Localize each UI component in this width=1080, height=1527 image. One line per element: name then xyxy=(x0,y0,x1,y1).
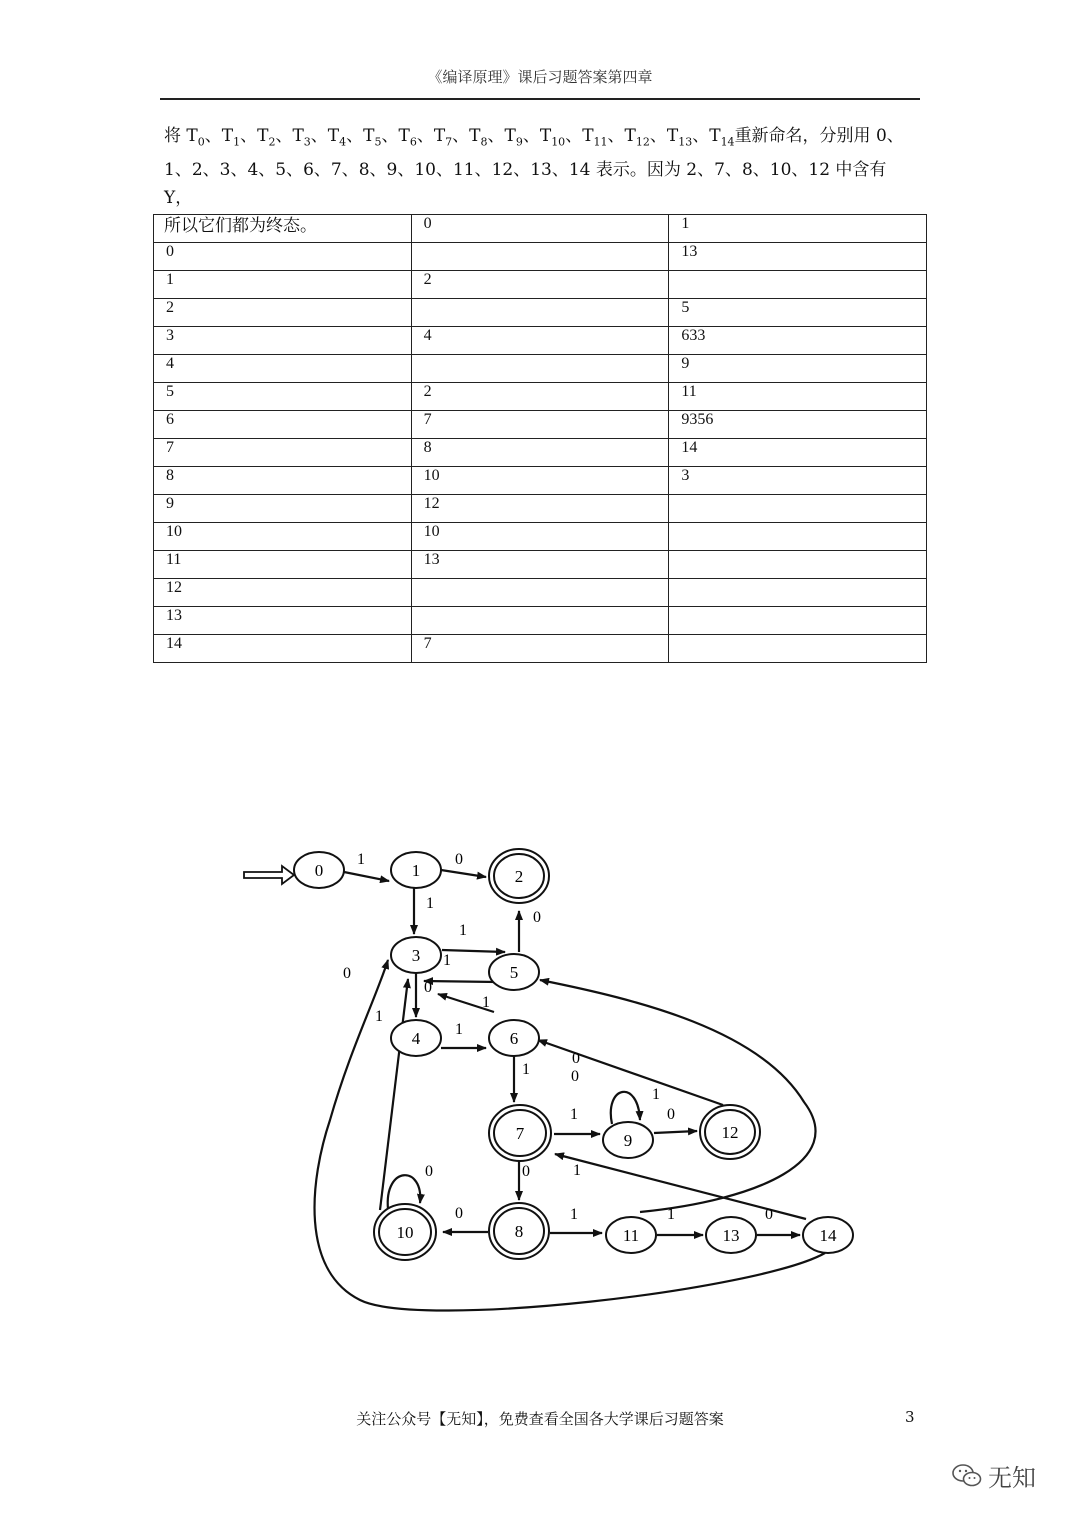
table-cell: 13 xyxy=(154,607,412,635)
state-node-12 xyxy=(700,1105,760,1159)
table-cell: 1 xyxy=(669,215,927,243)
edge-label: 1 xyxy=(459,922,467,939)
state-label: 11 xyxy=(622,1226,640,1245)
table-cell: 10 xyxy=(154,523,412,551)
table-cell: 14 xyxy=(669,439,927,467)
watermark-text: 无知 xyxy=(988,1464,1036,1492)
state-node-6 xyxy=(489,1020,539,1056)
table-row xyxy=(154,327,927,355)
edge-label: 1 xyxy=(652,1086,660,1103)
table-cell: 5 xyxy=(669,299,927,327)
edge-label: 0 xyxy=(533,909,541,926)
state-name: $T_{13}$ xyxy=(666,126,693,149)
transition-arrow xyxy=(442,950,505,952)
state-label: 8 xyxy=(514,1222,524,1241)
table-row xyxy=(154,271,927,299)
edge-label: 0 xyxy=(343,965,351,982)
table-cell: 9356 xyxy=(669,411,927,439)
table-cell: 10 xyxy=(411,467,669,495)
edge-label: 1 xyxy=(482,994,490,1011)
state-node-1 xyxy=(391,852,441,888)
state-node-11 xyxy=(606,1217,656,1253)
transition-arrow xyxy=(441,870,486,877)
state-name: $T_3$ xyxy=(292,126,311,149)
table-row xyxy=(154,439,927,467)
edge-label: 1 xyxy=(443,952,451,969)
table-cell: 9 xyxy=(669,355,927,383)
wechat-icon xyxy=(952,1463,982,1489)
state-node-7 xyxy=(489,1105,551,1161)
state-name: $T_0$ xyxy=(186,126,205,149)
edge-label: 0 xyxy=(522,1163,530,1180)
table-cell: 0 xyxy=(411,215,669,243)
table-cell: 2 xyxy=(411,383,669,411)
table-cell xyxy=(411,607,669,635)
state-label: 1 xyxy=(411,861,421,880)
table-cell xyxy=(669,635,927,663)
table-cell: 4 xyxy=(154,355,412,383)
state-node-10 xyxy=(374,1204,436,1260)
edge-label: 0 xyxy=(424,979,432,996)
state-name: $T_9$ xyxy=(504,126,523,149)
table-cell xyxy=(669,551,927,579)
table-cell xyxy=(411,299,669,327)
edge-label: 1 xyxy=(667,1206,675,1223)
state-name: $T_2$ xyxy=(257,126,276,149)
table-cell: 633 xyxy=(669,327,927,355)
table-cell: 0 xyxy=(154,243,412,271)
table-row xyxy=(154,467,927,495)
table-cell xyxy=(669,271,927,299)
table-cell: 4 xyxy=(411,327,669,355)
state-label: 0 xyxy=(314,861,324,880)
table-cell xyxy=(411,243,669,271)
header-divider xyxy=(160,98,920,100)
state-name: $T_{14}$ xyxy=(709,126,735,149)
edge-label: 1 xyxy=(573,1162,581,1179)
table-cell: 5 xyxy=(154,383,412,411)
footer-note: 关注公众号【无知】，免费查看全国各大学课后习题答案 xyxy=(356,1410,724,1428)
state-label: 7 xyxy=(515,1124,525,1143)
state-name: $T_1$ xyxy=(221,126,241,149)
table-cell: 2 xyxy=(154,299,412,327)
state-node-8 xyxy=(489,1203,549,1259)
transition-table xyxy=(153,214,927,663)
table-cell: 3 xyxy=(154,327,412,355)
table-cell xyxy=(669,495,927,523)
table-cell: 12 xyxy=(411,495,669,523)
page-number: 3 xyxy=(905,1408,915,1426)
table-cell: 7 xyxy=(411,635,669,663)
table-cell: 7 xyxy=(154,439,412,467)
transition-arrow xyxy=(424,981,497,982)
edge-label: 1 xyxy=(570,1106,578,1123)
state-node-3 xyxy=(391,937,441,973)
transition-arrow xyxy=(654,1131,697,1133)
state-node-0 xyxy=(294,852,344,888)
table-row xyxy=(154,411,927,439)
table-cell: 8 xyxy=(154,467,412,495)
state-node-2 xyxy=(489,849,549,903)
table-cell: 1 xyxy=(154,271,412,299)
state-name: $T_{10}$ xyxy=(539,126,566,149)
state-node-4 xyxy=(391,1020,441,1056)
table-cell xyxy=(669,523,927,551)
state-label: 10 xyxy=(396,1223,414,1242)
start-arrow xyxy=(244,866,294,884)
transition-arrow xyxy=(611,1092,640,1124)
table-cell: 12 xyxy=(154,579,412,607)
table-cell: 2 xyxy=(411,271,669,299)
state-name: $T_8$ xyxy=(469,126,488,149)
state-name: $T_{12}$ xyxy=(624,126,650,149)
table-cell: 9 xyxy=(154,495,412,523)
table-row xyxy=(154,495,927,523)
state-label: 5 xyxy=(509,963,519,982)
table-cell: 6 xyxy=(154,411,412,439)
edge-label: 0 xyxy=(455,1205,463,1222)
edge-label: 0 xyxy=(572,1050,580,1067)
table-row xyxy=(154,635,927,663)
edge-label: 0 xyxy=(667,1106,675,1123)
table-cell: 7 xyxy=(411,411,669,439)
state-name: $T_5$ xyxy=(363,126,382,149)
table-row xyxy=(154,299,927,327)
edge-label: 0 xyxy=(425,1163,433,1180)
transition-arrow xyxy=(540,980,816,1212)
table-cell xyxy=(411,579,669,607)
state-label: 3 xyxy=(411,946,421,965)
edge-label: 1 xyxy=(357,851,365,868)
intro-line-3: 所以它们都为终态。 xyxy=(164,216,317,237)
state-label: 2 xyxy=(514,867,524,886)
state-label: 13 xyxy=(722,1226,740,1245)
dfa-diagram xyxy=(0,820,1080,1340)
table-row xyxy=(154,523,927,551)
watermark xyxy=(952,1458,1036,1493)
table-row xyxy=(154,607,927,635)
transition-arrow xyxy=(344,872,389,881)
table-row xyxy=(154,355,927,383)
edge-label: 0 xyxy=(455,851,463,868)
page-header-title: 《编译原理》课后习题答案第四章 xyxy=(427,68,653,86)
state-name: $T_{11}$ xyxy=(582,126,608,149)
table-row xyxy=(154,243,927,271)
edge-label: 1 xyxy=(455,1021,463,1038)
edge-label: 1 xyxy=(522,1061,530,1078)
table-cell: 10 xyxy=(411,523,669,551)
table-cell: 14 xyxy=(154,635,412,663)
table-row xyxy=(154,383,927,411)
table-cell xyxy=(154,215,412,243)
state-node-5 xyxy=(489,954,539,990)
table-header-row xyxy=(154,215,927,243)
state-node-9 xyxy=(603,1122,653,1158)
intro-line-2: 1、2、3、4、5、6、7、8、9、10、11、12、13、14 表示。因为 2、7、8、10、12 中含有 Y， xyxy=(164,160,887,209)
edge-label: 1 xyxy=(570,1206,578,1223)
state-label: 6 xyxy=(509,1029,519,1048)
state-name: $T_6$ xyxy=(398,126,417,149)
table-cell: 11 xyxy=(154,551,412,579)
table-cell: 11 xyxy=(669,383,927,411)
table-cell: 13 xyxy=(411,551,669,579)
edge-label: 0 xyxy=(765,1206,773,1223)
table-cell: 8 xyxy=(411,439,669,467)
state-node-13 xyxy=(706,1217,756,1253)
table-cell xyxy=(669,607,927,635)
edge-label: 1 xyxy=(375,1008,383,1025)
state-name: $T_4$ xyxy=(327,126,347,149)
table-cell xyxy=(411,355,669,383)
intro-line-1: 将 $T_0$、$T_1$、$T_2$、$T_3$、$T_4$、$T_5$、$T_6$、$T_7$、$T_8$、$T_9$、$T_{10}$、$T_{11}$、$T_{12}$、$T_{13}$、$T_{14}$重新命名，分别用 0、 xyxy=(164,126,904,149)
state-label: 14 xyxy=(819,1226,837,1245)
table-cell: 13 xyxy=(669,243,927,271)
edge-label: 1 xyxy=(426,895,434,912)
table-row xyxy=(154,579,927,607)
table-row xyxy=(154,551,927,579)
table-cell: 3 xyxy=(669,467,927,495)
state-label: 9 xyxy=(623,1131,633,1150)
state-node-14 xyxy=(803,1217,853,1253)
state-list: $T_0$、$T_1$、$T_2$、$T_3$、$T_4$、$T_5$、$T_6$、$T_7$、$T_8$、$T_9$、$T_{10}$、$T_{11}$、$T_{12}$、$T_{13}$、$T_{14}$ xyxy=(186,126,735,149)
state-label: 12 xyxy=(721,1123,739,1142)
edge-label: 0 xyxy=(571,1068,579,1085)
table-cell xyxy=(669,579,927,607)
state-label: 4 xyxy=(411,1029,421,1048)
state-name: $T_7$ xyxy=(433,126,453,149)
